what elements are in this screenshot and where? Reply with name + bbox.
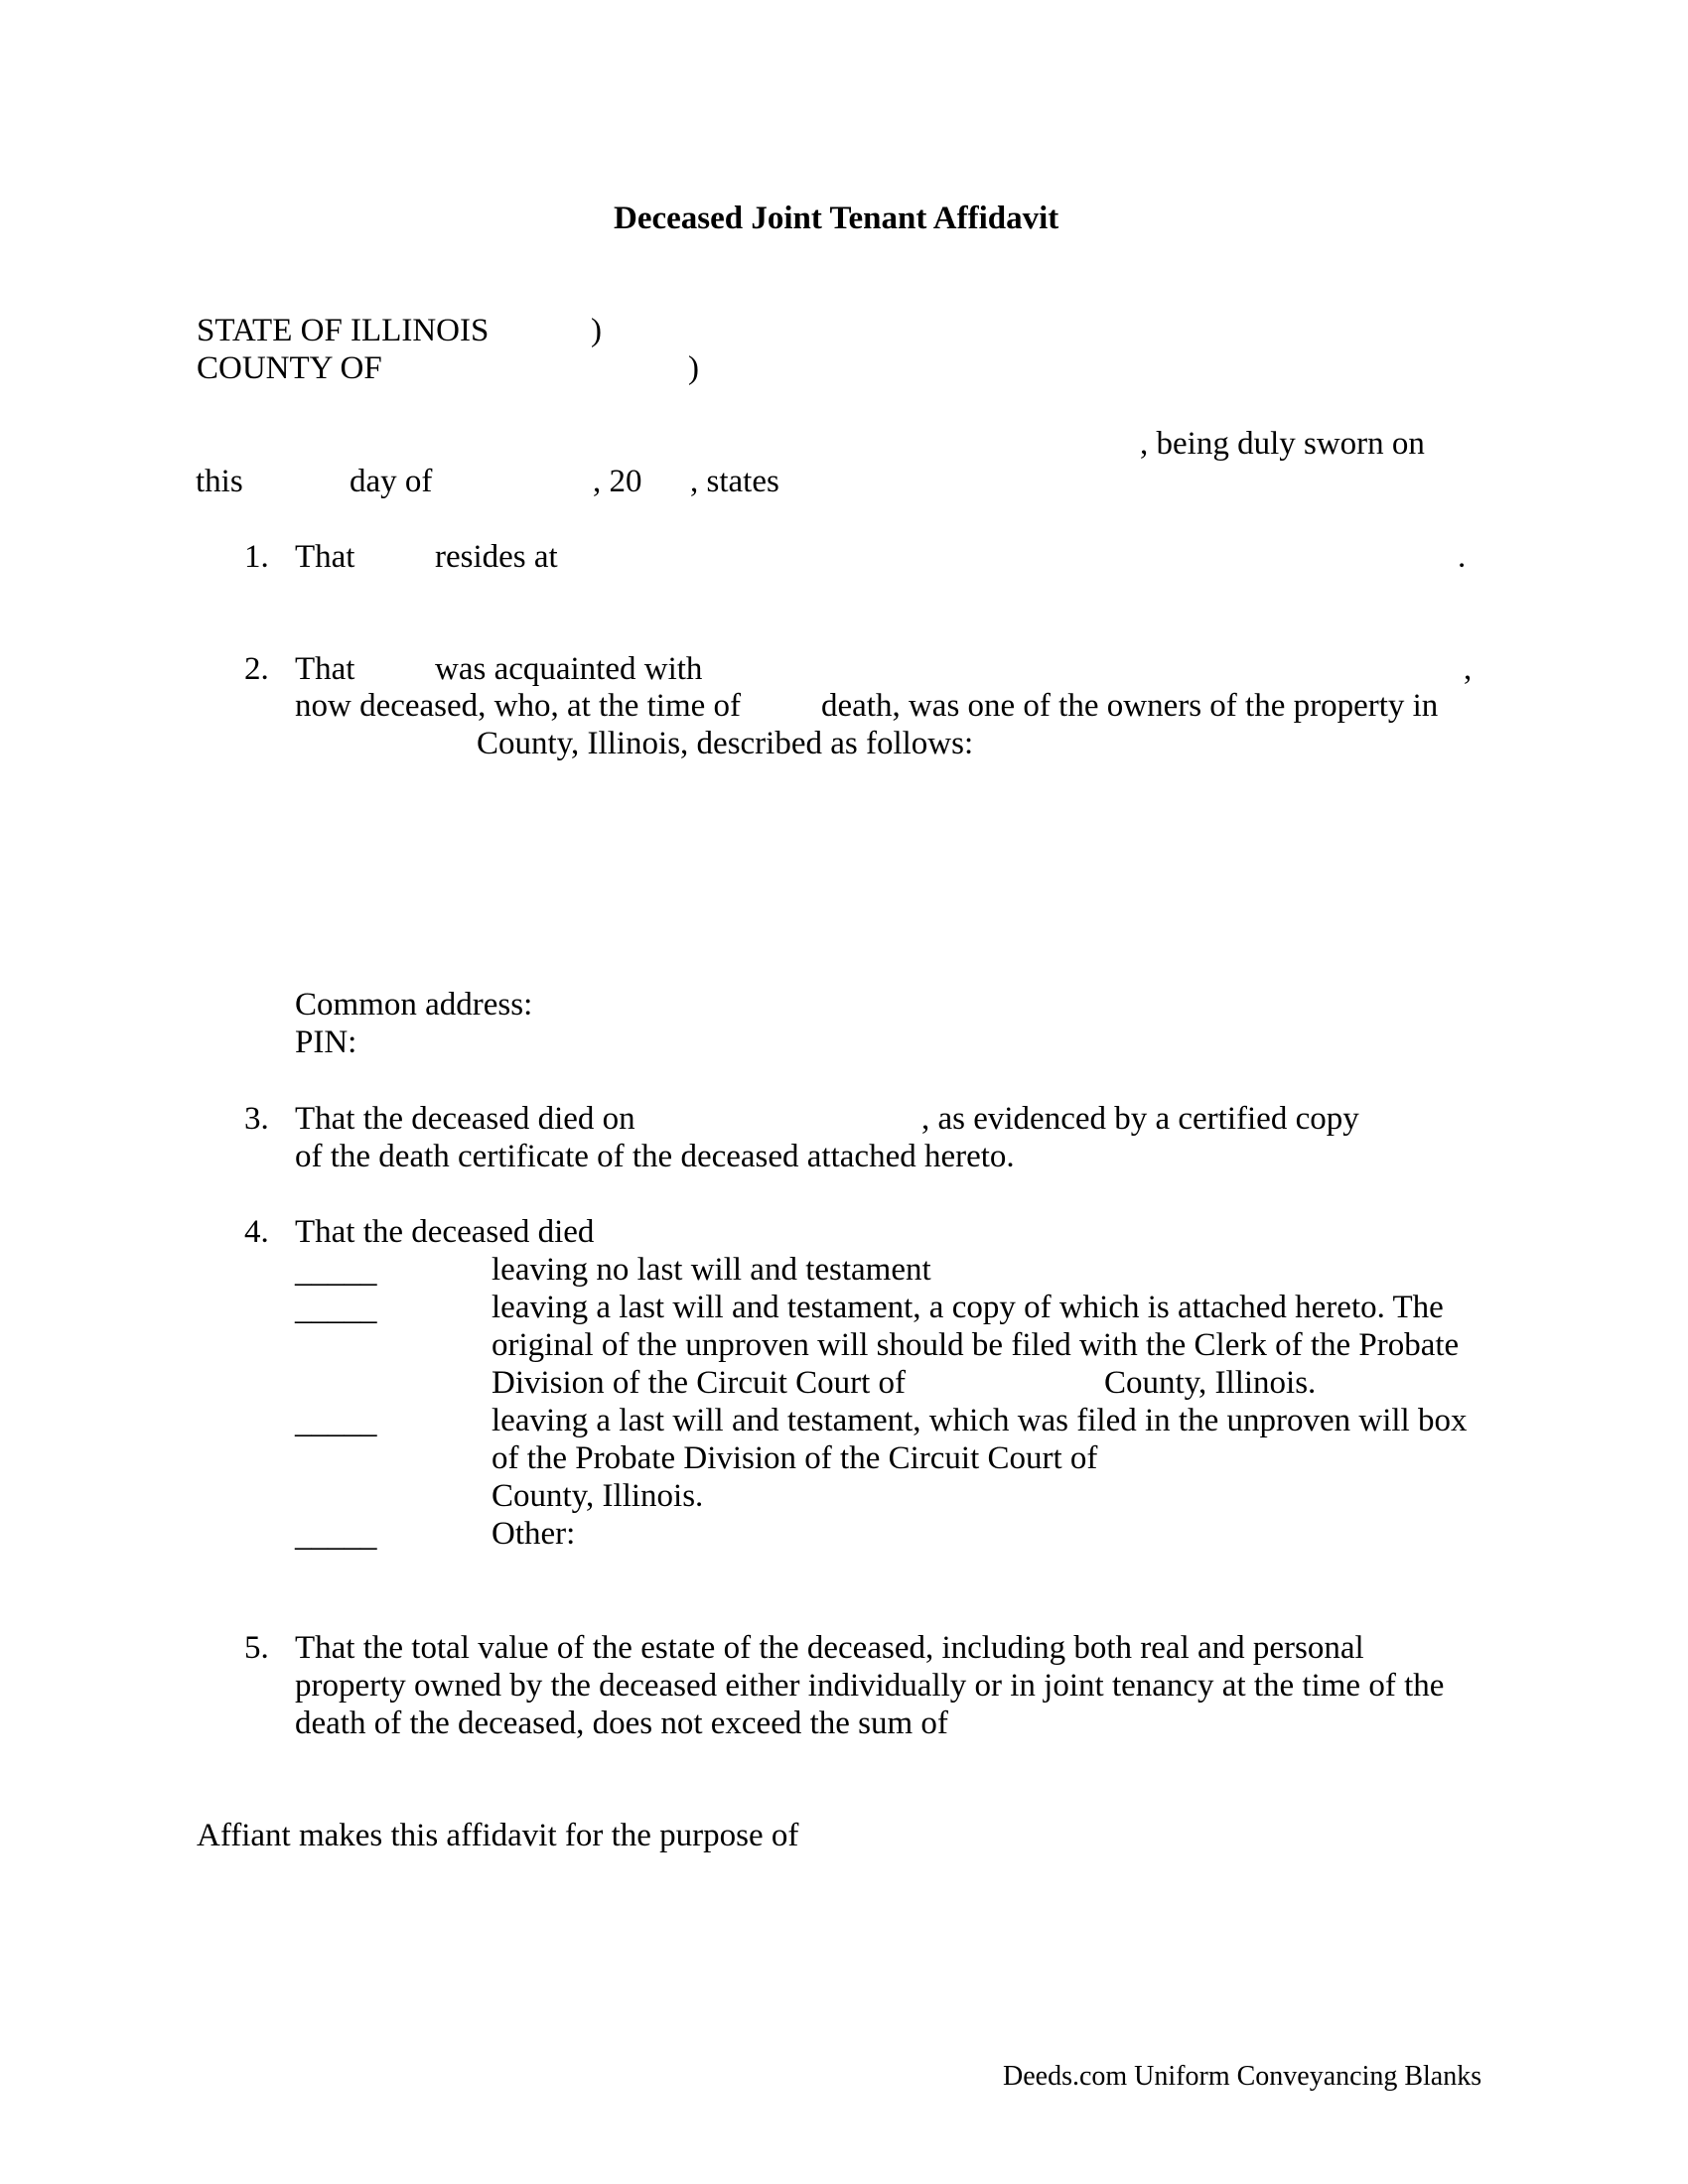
option-1-text: leaving no last will and testament <box>492 1252 931 1288</box>
option-4-checkbox-blank: _____ <box>295 1518 377 1554</box>
item-3-number: 3. <box>244 1101 269 1137</box>
option-3-line3: County, Illinois. <box>492 1478 704 1514</box>
item-2-that: That <box>295 651 355 687</box>
item-2-comma: , <box>1464 651 1473 687</box>
option-2-line3b: County, Illinois. <box>1104 1365 1317 1401</box>
footer-text: Deeds.com Uniform Conveyancing Blanks <box>1003 2061 1482 2092</box>
option-2-checkbox-blank: _____ <box>295 1292 377 1327</box>
purpose-statement: Affiant makes this affidavit for the purpose of <box>197 1818 799 1853</box>
item-5-line2: property owned by the deceased either individually or in joint tenancy at the time of the <box>295 1668 1445 1704</box>
option-4-text: Other: <box>492 1516 576 1552</box>
item-3-line2: of the death certificate of the deceased attached hereto. <box>295 1139 1015 1174</box>
item-2-line2a: now deceased, who, at the time of <box>295 688 742 724</box>
item-3-line1b: , as evidenced by a certified copy <box>921 1101 1359 1137</box>
document-title: Deceased Joint Tenant Affidavit <box>614 201 1059 236</box>
intro-day-of: day of <box>350 464 433 499</box>
venue-state: STATE OF ILLINOIS <box>197 313 490 348</box>
pin-label: PIN: <box>295 1024 357 1060</box>
intro-states: , states <box>690 464 779 499</box>
item-5-number: 5. <box>244 1630 269 1666</box>
option-2-line1: leaving a last will and testament, a copy of which is attached hereto. The <box>492 1290 1444 1325</box>
item-4-lead: That the deceased died <box>295 1214 595 1250</box>
intro-this: this <box>196 464 243 499</box>
item-1-number: 1. <box>244 539 269 575</box>
option-2-line2: original of the unproven will should be filed with the Clerk of the Probate <box>492 1327 1460 1363</box>
intro-year: , 20 <box>593 464 642 499</box>
option-2-line3a: Division of the Circuit Court of <box>492 1365 907 1401</box>
option-3-line2: of the Probate Division of the Circuit Court of <box>492 1440 1098 1476</box>
item-1-resides: resides at <box>435 539 558 575</box>
option-3-checkbox-blank: _____ <box>295 1405 377 1440</box>
item-2-line2b: death, was one of the owners of the property in <box>821 688 1439 724</box>
item-1-period: . <box>1458 539 1467 575</box>
item-5-line3: death of the deceased, does not exceed the sum of <box>295 1706 948 1741</box>
intro-sworn: , being duly sworn on <box>1140 426 1425 462</box>
item-5-line1: That the total value of the estate of the deceased, including both real and personal <box>295 1630 1364 1666</box>
option-3-line1: leaving a last will and testament, which was filed in the unproven will box <box>492 1403 1468 1438</box>
venue-paren-1: ) <box>591 313 602 348</box>
item-2-acquainted: was acquainted with <box>435 651 703 687</box>
item-4-number: 4. <box>244 1214 269 1250</box>
common-address-label: Common address: <box>295 987 533 1023</box>
venue-paren-2: ) <box>688 350 699 386</box>
venue-county: COUNTY OF <box>197 350 382 386</box>
item-1-that: That <box>295 539 355 575</box>
item-2-line3: County, Illinois, described as follows: <box>477 726 974 761</box>
item-3-line1a: That the deceased died on <box>295 1101 635 1137</box>
item-2-number: 2. <box>244 651 269 687</box>
option-1-checkbox-blank: _____ <box>295 1254 377 1290</box>
